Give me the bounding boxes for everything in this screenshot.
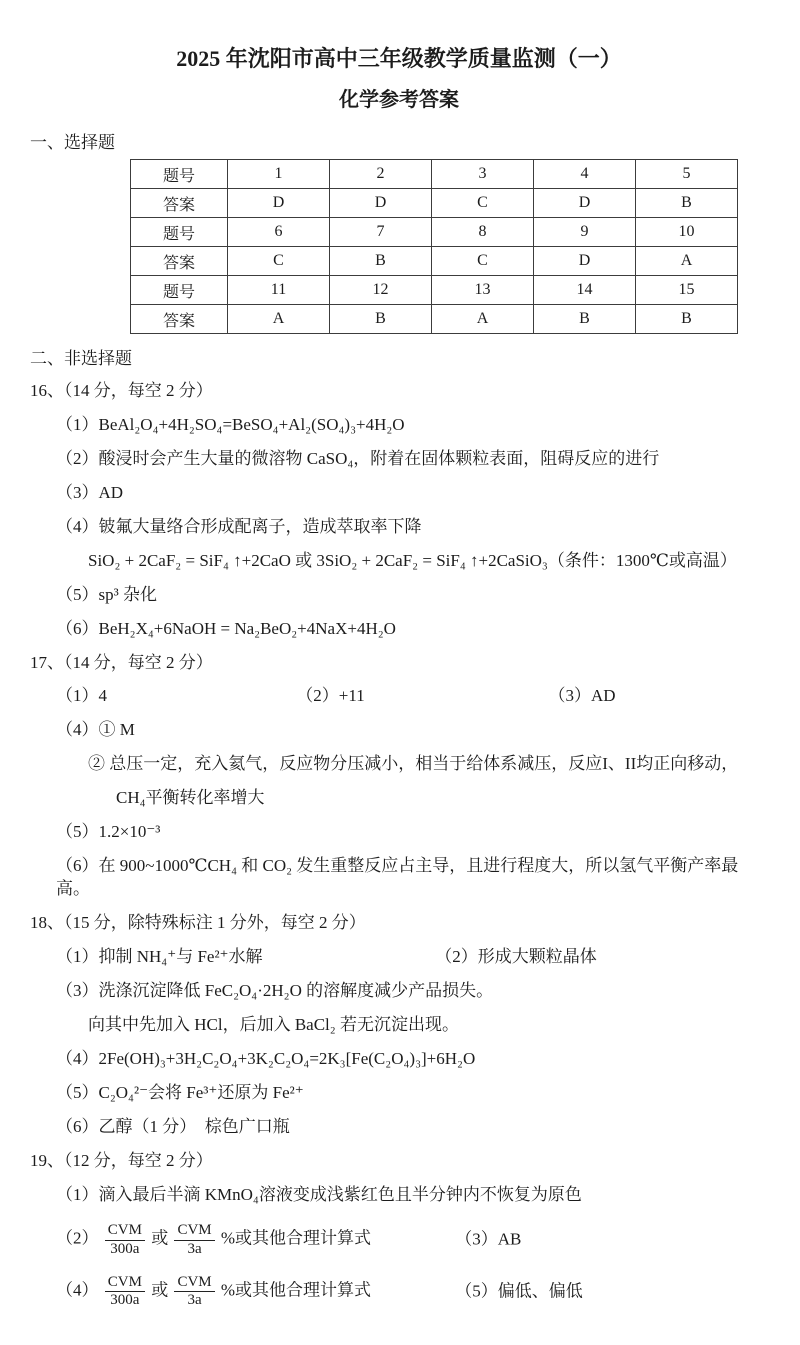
answer-prefix: （2） [56, 1229, 99, 1249]
fraction-numerator: CVM [105, 1274, 145, 1292]
row-label: 答案 [131, 305, 228, 334]
fraction [105, 1274, 145, 1310]
fraction-denominator: 300a [110, 1240, 140, 1257]
table-cell: C [432, 189, 534, 218]
q19-heading: 19、（12 分，每空 2 分） [30, 1150, 213, 1170]
answer-line: （5）C₂O₄²⁻会将 Fe³⁺还原为 Fe²⁺ [56, 1082, 304, 1102]
answer-line: （6）乙醇（1 分） 棕色广口瓶 [56, 1116, 290, 1136]
fraction-numerator: CVM [174, 1222, 214, 1240]
answer-line [30, 685, 768, 708]
answer-line: （4）2Fe(OH)₃+3H₂C₂O₄+3K₂C₂O₄=2K₃[Fe(C₂O₄)₃]+6H₂O [56, 1048, 476, 1068]
row-label: 题号 [131, 218, 228, 247]
answer-line: （6）BeH₂X₄+6NaOH = Na₂BeO₂+4NaX+4H₂O [56, 618, 396, 638]
answer-or: 或 [151, 1280, 169, 1300]
table-cell: D [534, 247, 636, 276]
answer-part: （1）抑制 NH₄⁺与 Fe²⁺水解 [56, 946, 263, 966]
answer-part: （5）偏低、偏低 [455, 1281, 583, 1301]
answer-line [30, 946, 768, 969]
answer-line: （5）1.2×10⁻³ [56, 822, 161, 842]
doc-subtitle: 化学参考答案 [339, 89, 459, 111]
table-cell: B [330, 247, 432, 276]
q17-heading: 17、（14 分，每空 2 分） [30, 652, 213, 672]
table-row [131, 276, 738, 305]
table-cell: A [636, 247, 738, 276]
answer-line: CH₄平衡转化率增大 [116, 788, 265, 808]
table-cell: 11 [228, 276, 330, 305]
table-row [131, 160, 738, 189]
table-cell: 2 [330, 160, 432, 189]
fraction-denominator: 3a [187, 1240, 202, 1257]
answer-or: 或 [151, 1229, 169, 1249]
table-cell: 3 [432, 160, 534, 189]
answer-line: （2）酸浸时会产生大量的微溶物 CaSO₄，附着在固体颗粒表面，阻碍反应的进行 [56, 448, 660, 468]
table-cell: B [636, 189, 738, 218]
fraction-denominator: 300a [110, 1292, 140, 1309]
fraction [174, 1274, 214, 1310]
table-cell: 1 [228, 160, 330, 189]
table-cell: B [636, 305, 738, 334]
answer-line: （4）铍氟大量络合形成配离子，造成萃取率下降 [56, 516, 422, 536]
answer-line: （6）在 900~1000℃CH₄ 和 CO₂ 发生重整反应占主导，且进行程度大，所以氢气平衡产率最高。 [56, 856, 739, 899]
answer-equation: SiO₂ + 2CaF₂ = SiF₄ ↑+2CaO 或 3SiO₂ + 2CaF₂ = SiF₄ ↑+2CaSiO₃（条件：1300℃或高温） [88, 550, 737, 570]
table-row [131, 247, 738, 276]
table-cell: A [432, 305, 534, 334]
table-row [131, 218, 738, 247]
table-cell: C [228, 247, 330, 276]
table-cell: 14 [534, 276, 636, 305]
fraction-denominator: 3a [187, 1292, 202, 1309]
table-cell: D [228, 189, 330, 218]
answer-line: （3）洗涤沉淀降低 FeC₂O₄·2H₂O 的溶解度减少产品损失。 [56, 980, 494, 1000]
table-cell: 8 [432, 218, 534, 247]
answer-line [30, 1222, 768, 1258]
answer-prefix: （4） [56, 1280, 99, 1300]
answer-part [56, 1222, 451, 1258]
row-label: 答案 [131, 247, 228, 276]
answer-line: （1）滴入最后半滴 KMnO₄溶液变成浅紫红色且半分钟内不恢复为原色 [56, 1184, 582, 1204]
table-cell: A [228, 305, 330, 334]
answer-line: （3）AD [56, 482, 124, 502]
fraction-numerator: CVM [174, 1274, 214, 1292]
answer-part: （2）形成大颗粒晶体 [435, 946, 597, 966]
section2-heading: 二、非选择题 [30, 349, 132, 368]
answer-part: （3）AD [548, 686, 616, 706]
answer-line: （1）BeAl₂O₄+4H₂SO₄=BeSO₄+Al₂(SO₄)₃+4H₂O [56, 414, 405, 434]
section1-heading: 一、选择题 [30, 133, 115, 152]
answer-part [56, 1274, 451, 1310]
answer-line: （4）① M [56, 720, 135, 740]
row-label: 题号 [131, 276, 228, 305]
table-row [131, 305, 738, 334]
answer-line [30, 1274, 768, 1310]
table-cell: 13 [432, 276, 534, 305]
answer-part: （2）+11 [296, 686, 365, 706]
table-cell: 5 [636, 160, 738, 189]
table-cell: 12 [330, 276, 432, 305]
row-label: 答案 [131, 189, 228, 218]
table-cell: 15 [636, 276, 738, 305]
table-cell: 7 [330, 218, 432, 247]
answer-table [130, 159, 738, 334]
row-label: 题号 [131, 160, 228, 189]
table-cell: D [534, 189, 636, 218]
table-cell: B [534, 305, 636, 334]
table-cell: C [432, 247, 534, 276]
table-row [131, 189, 738, 218]
table-cell: B [330, 305, 432, 334]
table-cell: 6 [228, 218, 330, 247]
fraction [174, 1222, 214, 1258]
answer-suffix: %或其他合理计算式 [220, 1229, 372, 1249]
answer-line: ② 总压一定，充入氦气，反应物分压减小，相当于给体系减压，反应I、II均正向移动， [88, 754, 739, 774]
fraction-numerator: CVM [105, 1222, 145, 1240]
answer-line: （5）sp³ 杂化 [56, 584, 157, 604]
fraction [105, 1222, 145, 1258]
table-cell: D [330, 189, 432, 218]
answer-suffix: %或其他合理计算式 [220, 1280, 372, 1300]
table-cell: 10 [636, 218, 738, 247]
q18-heading: 18、（15 分，除特殊标注 1 分外，每空 2 分） [30, 913, 366, 932]
answer-part: （3）AB [455, 1229, 522, 1249]
answer-part: （1）4 [56, 686, 107, 706]
table-cell: 4 [534, 160, 636, 189]
table-cell: 9 [534, 218, 636, 247]
doc-title: 2025 年沈阳市高中三年级教学质量监测（一） [176, 46, 622, 71]
answer-line: 向其中先加入 HCl，后加入 BaCl₂ 若无沉淀出现。 [88, 1014, 459, 1034]
q16-heading: 16、（14 分，每空 2 分） [30, 381, 213, 400]
